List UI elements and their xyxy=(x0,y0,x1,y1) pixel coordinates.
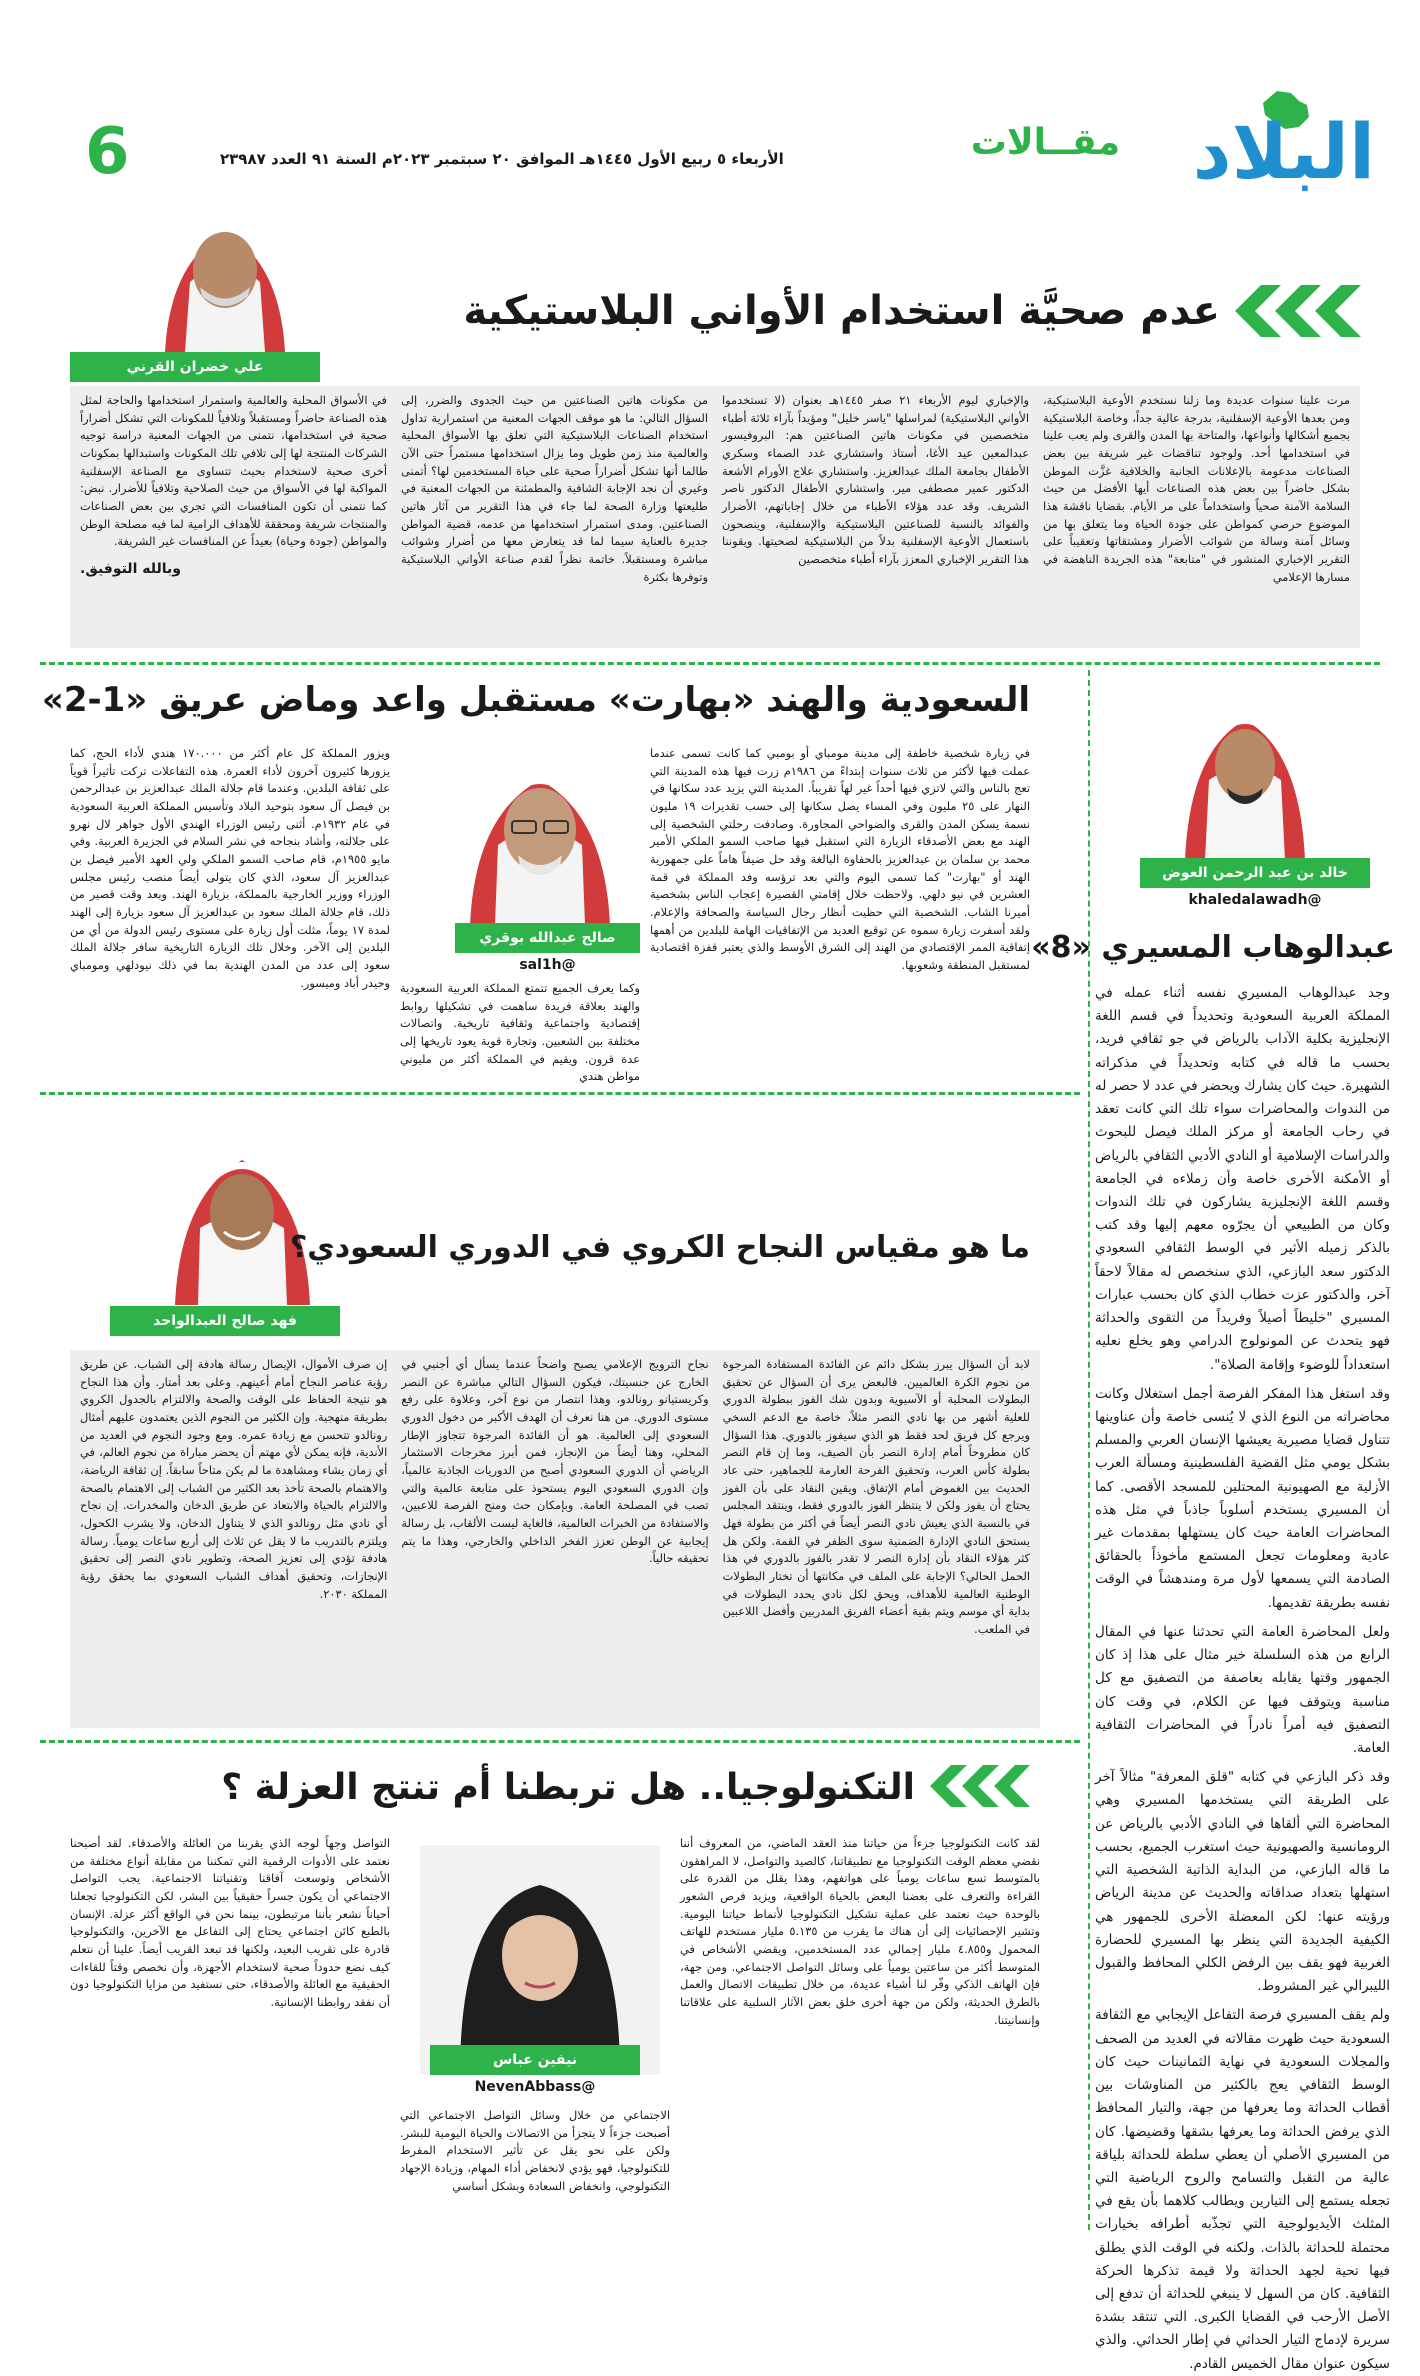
author-photo xyxy=(1165,680,1325,860)
article-body xyxy=(1095,982,1390,2372)
text-column: لابد أن السؤال يبرز بشكل دائم عن الفائدة المستفادة المرجوة من نجوم الكرة العالميين. فالبعض يرى أن السؤال عن تحقيق البطولات المحلية أو الآسيوية وبدون شك الفوز ببطولة الدوري للعلية أشهر من بها نادي النصر مثلاً، خاصة مع الدعم السخي ويرجع كل فريق لحد فقط هو الذي سيفوز بالدوري. هذا السؤال كان مطروحاً أمام إدارة النصر بأن الصيف، وما إن قام النصر بطولة كأس العرب، وتحقيق الفرحة العارمة للجماهير، حتى عاد الحديث بين الغموض أمام الإتفاق. ويقين النقاد على بأن الفوز يحتاج أن يفوز ولكن لا ينتظر الفوز بالدوري فقط، وينتقد المجلس في بالنسبة الذي يعيش نادي النصر أيضاً في أكثر من بطولة فهل يستحق النادي الإدارة الضمنية سوى الظفر في القمة. ولكن هل كثر هؤلاء النقاد بأن إدارة النصر لا تقدر بالفوز بالدوري في هذا الحمل الحالي؟ الإجابة على الملف في مكانتها أن تختار البطولات الوطنية العالمية للأهداف، ويحق لكل نادي يحدد البطولات في بداية أي موسم ويتم بقية أعضاء الفريق المدربين وأفضل اللاعبين في الملعب. xyxy=(722,1357,1030,1637)
author-handle: @sal1h xyxy=(519,957,576,973)
section-divider xyxy=(40,1740,1080,1743)
text-paragraph: ولعل المحاضرة العامة التي تحدثنا عنها في المقال الرابع من هذه السلسلة خير مثال على هذا إذ كان الجمهور وقتها يقابله بعاصفة من التصفيق مع كل مناسبة ويتوقف فيها عن الكلام، في وقت كان التصفيق فيه أمراً نادراً في المحاضرات الثقافية العامة. xyxy=(1095,1623,1390,1756)
text-column: مرت علينا سنوات عديدة وما زلنا نستخدم الأوعية البلاستيكية، ومن بعدها الأوعية الإسفلنية، بدرجة عالية جداً، وخاصة البلاستيكية بجميع أشكالها وأنواعها، والمتاحة بها المدن والقرى ولم يعب علينا في استخدامها أحد. ولوجود تناقضات غير شريفة بين بعض الصناعات مدعومة بالإعلانات الجانبة والخلافية غزَّت الموطن بشكل حاضراً بين بعض هذه الصناعات أيها الأفضل من حيث السلامة الآمنة صحياً واستخداماً على مر الأيام. بقضايا ناقشة هذا الموضوع حرصي كمواطن على جودة الحياة وما يتعلق بها من وسائل آمنة وسالة من شوائب الأضرار ومشتقاتها وتعقيباً على التقرير الإخباري المنشور في "متابعة" هذه الجريدة الناهضة في مسارها الإعلامي xyxy=(1043,393,1350,584)
article-technology xyxy=(0,1745,1080,2245)
logo-text: البلاد xyxy=(1192,107,1375,196)
text-column: نجاح الترويج الإعلامي يصبح واضحاً عندما يسأل أي أجنبي في الخارج عن جنسيتك، فيكون السؤال التالي مباشرة عن النصر وكريستيانو رونالدو، وهذا انتصار من نوع آخر، وعلاوة على رفع مستوى الدوري. من هنا نعرف أن الهدف الأكبر من دخول الدوري السعودي إلى العالمية. هو أن الفائدة المرجوة تتجاوز الإطار المحلي، وهنا أيضاً من الإنجاز، فمن أبرز مخرجات الاستثمار الرياضي أن الدوري السعودي أصبح من الدوريات الجاذبة عالمياً، وإن الدوري السعودي اليوم يستحوذ على متابعة عالمية والتي تصب في المصلحة العامة. وبإمكان حث ومنح الفرصة للاعبين، والاستفادة من الخبرات العالمية، فالغاية ليست الألقاب، بل رسالة إيجابية عن الوطن تعزز الفخر الداخلي والخارجي، وهذا ما يتم تحقيقه حالياً. xyxy=(401,1357,709,1566)
author-name: صالح عبدالله بوقري xyxy=(455,923,640,953)
masthead xyxy=(0,0,1420,200)
text-column: لقد كانت التكنولوجيا جزءاً من حياتنا منذ العقد الماضي، من المعروف أننا نقضي معظم الوقت التكنولوجيا مع تطبيقاتنا، كالصيد والتواصل، لا المراهقون بالمتوسط تسع ساعات يومياً على هواتفهم، وهذا يقلل من القدرة على القراءة والتعرف على بعضنا البعض بالحياة الواقعية، ويزيد فرص الشعور بالوحدة حيث نعتمد على عملية تشكيل التكنولوجيا لأنماط حياتنا اليومية. وتشير الإحصائيات إلى أن هناك ما يقرب من ٥.١٣٥ مليار مستخدم للهاتف المحمول و٤.٨٥٥ مليار إجمالي عدد المستخدمين، ويقضي الأشخاص في المتوسط أكثر من ساعتين يومياً على وسائل التواصل الاجتماعي. ومن جهة، فإن الهاتف الذكي وفّر لنا أشياء عديدة، من خلال تطبيقات الاتصال والعمل بالطرق الحديثة، ولكن من جهة أخرى خلق بعض الآثار السلبية على علاقاتنا وإنسانيتنا. xyxy=(680,1836,1040,2027)
article-body xyxy=(70,386,1360,648)
article-plastic xyxy=(0,200,1420,660)
article-title: التكنولوجيا.. هل تربطنا أم تنتج العزلة ؟ xyxy=(221,1767,915,1808)
article-title: عبدالوهاب المسيري «8» xyxy=(1031,930,1395,965)
article-body xyxy=(70,1350,1040,1728)
chevron-arrows-icon xyxy=(1235,285,1365,337)
logo xyxy=(1130,85,1375,195)
text-paragraph: وقد ذكر البازعي في كتابه "قلق المعرفة" مثالاً آخر على الطريقة التي يستخدمها المسيري وهي المحاضرة التي ألقاها في النادي الأدبي بالرياض عن الرومانسية والصهيونية حيث استغرب الجميع، بحسب ما قاله البازعي، من البداية الذاتية الشخصية التي استهلها بتعداد صداقاته والحديث عن مدينة الرياض ورؤيته عنها: لكن المعضلة الأخرى للجمهور هي الكيفية الجديدة التي ينظر بها المسيري للحضارة الغربية فهو يقف بين الرفض الكلي المحافظ والقبول الليبرالي غير المشروط. xyxy=(1095,1769,1390,1995)
text-paragraph: وقد استغل هذا المفكر الفرصة أجمل استغلال وكانت محاضراته من النوع الذي لا يُنسى خاصة وأن عناوينها تتناول قضايا مصيرية يعيشها الإنسان العربي والمسلم بشكل يومي مثل القضية الفلسطينية ومسألة العرب الأزلية مع الصهيونية المحتلين للمسجد الأقصى. كما أن المسيري يستخدم أسلوباً جاذباً في مثل هذه المحاضرات العامة حيث كان يستهلها بمقدمات غير عادية ومعلومات تجعل المستمع مأخوذاً بالحقائق الصادمة التي يسمعها لأول مرة ومندهشاً في الوقت نفسه بطريقة تقديمها. xyxy=(1095,1385,1390,1611)
author-photo xyxy=(130,192,320,352)
article-title: ما هو مقياس النجاح الكروي في الدوري السعودي؟ xyxy=(289,1230,1030,1265)
author-handle: @khaledalawadh xyxy=(1188,892,1322,908)
author-name: خالد بن عبد الرحمن العوض xyxy=(1140,858,1370,888)
dateline: الأربعاء ٥ ربيع الأول ١٤٤٥هـ الموافق ٢٠ سبتمبر ٢٠٢٣م السنة ٩١ العدد ٢٣٩٨٧ xyxy=(220,150,784,168)
text-column: في زيارة شخصية خاطفة إلى مدينة مومباي أو بومبي كما كانت تسمى عندما عملت فيها لأكثر من ثلاث سنوات إبتداءً من ١٩٨٦م زرت فيها هذه المدينة التي تعج بالناس والتي لاتزي فيها أحداً غير لهاً تقريباً. المدينة التي يزيد عدد سكانها في النهار على ٢٥ مليون وفي المساء يصل سكانها إلى حسب تقديرات ١٩ مليون نسمة يسكن المدن والقرى والضواحي المجاورة. وصادفت رحلتي الشخصية إلى الهند مع بعض الأصدقاء الزيارة التي استقبل فيها صاحب السمو الملكي الأمير محمد بن سلمان بن عبدالعزيز بالحفاوة البالغة وقد حل ضيفاً هاماً على جمهورية الهند أو "بهارت" كما تسمى اليوم والتي بعد ترؤسه وفد المملكة في قمة العشرين في نيو دلهي. ولاحظت خلال إقامتي القصيرة إعجاب الناس بشخصية أميرنا الشاب. الشخصية التي حظيت أنظار رجال السياسة والصحافة والإعلام. ولقد أسفرت زيارة سموه عن توقيع العديد من الإتفاقيات الهامة للبلدين من أهمها إتفاقية الممر الإقتصادي من الهند إلى الشرق الأوسط والذي يعتبر قفزة اقتصادية لمستقبل المنطقة وشعوبها. xyxy=(650,746,1031,973)
author-name: علي خضران القرني xyxy=(70,352,320,382)
text-column xyxy=(80,392,387,642)
page-number: 6 xyxy=(85,115,130,189)
signoff: وبالله التوفيق. xyxy=(80,561,181,578)
section-title: مقــالات xyxy=(970,122,1120,163)
article-title: السعودية والهند «بهارت» مستقبل واعد وماض عريق «1-2» xyxy=(41,680,1030,720)
column-rule xyxy=(1088,670,1090,2230)
article-title: عدم صحيَّة استخدام الأواني البلاستيكية xyxy=(463,288,1220,334)
text-column: من مكونات هاتين الصناعتين من حيث الجدوى والضرر، إلى السؤال التالي: ما هو موقف الجهات المعنية من استمرارية تداول استخدام الصناعات البلاستيكية التي تعلق بها الأسواق المحلية والعالمية منذ زمن طويل وما يزال استخدامها مستمراً حتى الآن طالما أنها تشكل أضراراً صحية على حياة المستخدمين لها؟ أتمنى وغيري أن نجد الإجابة الشافية والمطمئنة من الجهات المعنية في طليعتها وزارة الصحة لما جاء في هذا التقرير من آثار هاتين الصناعتين. ومدى استمرار استخدامها من عدمه، قضية المواطن جديرة بالعناية سيما لما قد يتعارض معها من أضرار وشوائب مباشرة ومستقبلاً. خاتمة نظراً لقدم صناعة الأواني البلاستيكية وتوفرها بكثرة xyxy=(401,393,708,584)
article-football xyxy=(0,1100,1080,1740)
text-column: والإخباري ليوم الأربعاء ٢١ صفر ١٤٤٥هـ بعنوان (لا تستخدموا الأواني البلاستيكية) لمراسلها "ياسر خليل" ومؤيداً بآراء ثلاثة أطباء متخصصين في مكونات هاتين الصناعتين هم: البروفيسور عبدالمعين عيد الأغا، أستاذ واستشاري غدد الصماء وسكري الأطفال بجامعة الملك عبدالعزيز. واستشاري علاج الأورام الأشعة الدكتور عمير مصطفى مير. واستشاري الأطفال الدكتور ناصر الشريف. وقد عدد هؤلاء الأطباء من خلال إجاباتهم، الأضرار والفوائد بالنسبة للصناعتين البلاستيكية والإسفلنية، وينصحون باستعمال الأوعية الإسفلنية بدلاً من البلاستيكية لصحيتها. ويقوننا هذا التقرير الإخباري المعزز بآراء أطباء متخصصين xyxy=(722,393,1030,567)
article-india xyxy=(0,665,1080,1135)
chevron-arrows-icon xyxy=(930,1765,1030,1807)
text-paragraph: وجد عبدالوهاب المسيري نفسه أثناء عمله في المملكة العربية السعودية وتحديداً في قسم اللغة الإنجليزية بكلية الآداب بالرياض في جو ثقافي فريد، بحسب ما قاله في كتابه وتحديداً في مذكراته الشهيرة. حيث كان يشارك ويحضر في عدد لا حصر له من الندوات والمحاضرات سواء تلك التي كانت تعقد في رحاب الجامعة أو مركز الملك فيصل للبحوث والدراسات الإسلامية أو النادي الأدبي الثقافي بالرياض أو الأمكنة الأخرى خاصة وأن زملاءه في الجامعة وقسم اللغة الإنجليزية يشاركون في تلك الندوات وكان من الطبيعي أن يجرّوه معهم إليها وقد كتب بالذكر زميله الأثير في الوسط الثقافي السعودي الدكتور سعد البازعي، الذي سنخصص له مقالاً لاحقاً آخر، والدكتور عزت خطاب الذي كان بحسب عبارات المسيري "خليطاً أصيلاً وفريداً من التقوى والحداثة فهو يتحدث عن المونولوج الدرامي وهو يخلع نعليه استعداداً للوضوء وإقامة الصلاة". xyxy=(1095,985,1390,1373)
author-photo xyxy=(440,735,640,925)
author-photo xyxy=(150,1120,335,1305)
author-name: نيفين عباس xyxy=(430,2045,640,2075)
text-column: التواصل وجهاً لوجه الذي يقربنا من العائلة والأصدقاء. لقد أصبحنا نعتمد على الأدوات الرقمية التي تمكننا من مقابلة أنواع مختلفة من الأشخاص وتوسعت آفاقنا وتقنياتنا الاجتماعية. يجب التواصل الاجتماعي أن يكون جسراً حقيقياً بين البشر، لكن التكنولوجيا تجعلنا أحياناً نشعر بأننا مرتبطون، بينما نحن في الواقع أكثر عزلة. الإنسان بالطبع كائن اجتماعي يحتاج إلى التفاعل مع الآخرين، والتكنولوجيا قادرة على تقريب البعيد، ولكنها قد تبعد القريب أيضاً. علينا أن نتعلم كيف نضع حدوداً صحية لاستخدام الأجهزة، وأن نخصص وقتاً للقاءات الحقيقية مع العائلة والأصدقاء، حتى نستفيد من مزايا التكنولوجيا دون أن نفقد روابطنا الإنسانية. xyxy=(70,1836,390,2010)
author-handle: @NevenAbbass xyxy=(474,2079,596,2095)
text-column: ويزور المملكة كل عام أكثر من ١٧٠.٠٠٠ هندي لأداء الحج، كما يزورها كثيرون آخرون لأداء العمرة. هذه التفاعلات تركت تأثيراً قوياً على ثقافة البلدين. وعندما قام جلالة الملك عبدالعزيز بن عبدالرحمن بن فيصل آل سعود بتوحيد البلاد وتأسيس المملكة العربية السعودية في عام ١٩٣٢م. أثنى رئيس الوزراء الهندي الأول جواهر لال نهرو على جلالته، وأشاد بنجاحه في نشر السلام في الجزيرة العربية. وفي مايو ١٩٥٥م، قام صاحب السمو الملكي ولي العهد الأمير فيصل بن عبدالعزيز آل سعود، الذي كان يتولى أيضاً منصب رئيس مجلس الوزراء ووزير الخارجية بالمملكة، بزيارة الهند. وبعد وقت قصير من ذلك، قام جلالة الملك سعود بن عبدالعزيز آل سعود بزيارة إلى الهند لمدة ١٧ يوماً، مثلت أول زيارة على مستوى رئيس الدولة من أي من البلدين إلى الآخر. وخلال تلك الزيارة التاريخية سافر جلالة الملك سعود إلى عدد من المدن الهندية بما في ذلك نيودلهي ومومباي وحيدر أباد وميسور. xyxy=(70,746,391,990)
text-column: وكما يعرف الجميع تتمتع المملكة العربية السعودية والهند بعلاقة فريدة ساهمت في تشكيلها روابط إقتصادية واجتماعية وثقافية تاريخية. واتصالات مختلفة بين الشعبين. وتجارة قوية يعود تاريخها إلى عدة قرون. ويقيم في المملكة أكثر من مليوني مواطن هندي xyxy=(400,981,640,1084)
text-column: الاجتماعي من خلال وسائل التواصل الاجتماعي التي أصبحت جزءاً لا يتجزأ من الاتصالات والحياة اليومية للبشر. ولكن على نحو يقل عن تأثير الاستخدام المفرط للتكنولوجيا، فهو يؤدي لانخفاض أداء المهام، وزيادة الإجهاد التكنولوجي، وانخفاض السعادة وبشكل أساسي xyxy=(400,2108,670,2193)
author-name: فهد صالح العبدالواحد xyxy=(110,1306,340,1336)
text-column: إن صرف الأموال، الإيصال رسالة هادفة إلى الشباب. عن طريق رؤية عناصر النجاح أمام أعينهم. وعلى بعد أمتار. وأن هذا النجاح هو نتيجة الحفاظ على الوقت والصحة والالتزام بالجدول الكروي بطريقة منهجية. وإن الكثير من النجوم الذين يعتمدون عليهم أمثال رونالدو تتحسن مع زيادة عمره. ومع وجود النجوم في العديد من الأندية، فإنه يمكن لأي مهتم أن يحضر مباراة من نجوم العالم، في أي زمان يشاء ومشاهدة ما لم يكن متاحاً سابقاً. إن ثقافة الرياضة، والاهتمام بالصحة تأخذ بعد الكثير من الشباب إلى الاهتمام بالصحة والالتزام بالحياة والابتعاد عن طريق الدخان والمخدرات. إن نجاح أي نادي مثل رونالدو الذي لا يتناول الدخان، ولا يشرب الكحول، ويلتزم بالتدريب ما لا يقل عن ثلاث إلى أربع ساعات يومياً. رسالة هادفة تؤدي إلى تعزيز الصحة، وتطوير نادي النصر إلى تحقيق الإنجازات، وتحقيق أهداف الشباب السعودي بما يحقق رؤية المملكة ٢٠٣٠. xyxy=(80,1357,388,1601)
section-divider xyxy=(40,1092,1080,1095)
author-photo xyxy=(420,1845,660,2075)
article-messiri xyxy=(1031,670,1395,2372)
text-paragraph: في الأسواق المحلية والعالمية واستمرار استخدامها والحاجة لمثل هذه الصناعة حاضراً ومستقبلاً وتلافياً للمكونات التي تشكل أضراراً صحية في استخدامها، نتمنى من الجهات المعنية دراسة توجيه الشركات المنتجة لها إلى تلافي تلك المكونات واستبدالها بمكونات أخرى صحية لاستخدام بحيث تتساوى مع الصناعة الإسفلنية المواكبة لها في الأسواق من حيث الصلاحية وتلافياً للأضرار. نبض: كما نتمنى أن تكون المنافسات التي تجري بين بعض الصناعات والمنتجات شريفة ومحققة للأهداف الرامية لما فيه مصلحة الوطن والمواطن (جودة وحياة) بعيداً عن المنافسات غير الشريفة. xyxy=(80,393,387,549)
text-paragraph: ولم يقف المسيري فرصة التفاعل الإيجابي مع الثقافة السعودية حيث ظهرت مقالاته في العديد من الصحف والمجلات السعودية في نهاية الثمانينات حيث كان الوسط الثقافي يعج بالكثير من المناوشات بين أقطاب الحداثة وما يعرفها من جهة، والتيار المحافظ الذي يرفض الحداثة وما يعرفها بشقها وقضيضها. كان من المسيري الأصلي أن يعطي سلطة للحداثة بلياقة عالية من التقبل والتسامح والروح الرياضية التي تجعله يستمع إلى التيارين ويطالب كلاهما بأن يقع في المثلث الأيديولوجية التي تجذّبه أطرافه بخيارات محتملة للحداثة بالذات. ولكنه في الوقت الذي يطلق فيها تحية لجهد الحداثة ولا قيمة تذكرها الحركة الثقافية. كان من السهل لا ينبغي للحداثة أن تدفع إلى الأصل الأرحب في القضايا الكبرى. التي تنتقد بشدة سريرة لإدماج التيار الحداثي في إطار الحداثي. والذي سيكون عنوان مقال الخميس القادم. xyxy=(1095,2007,1390,2372)
